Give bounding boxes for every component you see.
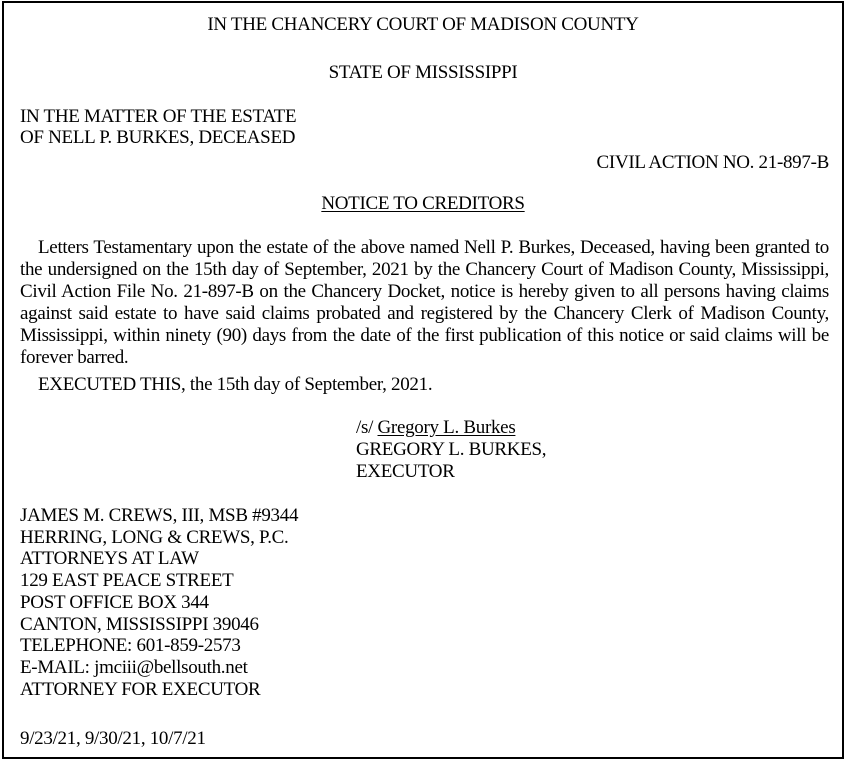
signature-line bbox=[356, 417, 515, 439]
state-name: STATE OF MISSISSIPPI bbox=[328, 62, 518, 83]
executed-line: EXECUTED THIS, the 15th day of September, 2021. bbox=[38, 374, 433, 395]
executor-title: EXECUTOR bbox=[356, 461, 455, 482]
publication-dates: 9/23/21, 9/30/21, 10/7/21 bbox=[20, 728, 206, 749]
court-name: IN THE CHANCERY COURT OF MADISON COUNTY bbox=[207, 14, 639, 35]
attorney-line: JAMES M. CREWS, III, MSB #9344 bbox=[20, 505, 299, 526]
attorney-line: ATTORNEYS AT LAW bbox=[20, 548, 199, 570]
notice-body: Letters Testamentary upon the estate of the above named Nell P. Burkes, Deceased, having been granted to the undersigned on the 15th day of September, 2021 by the Chancery Court of Madison County, Mississippi, Civil Action File No. 21-897-B on the Chancery Docket, notice is hereby given to all persons having claims against said estate to have said claims probated and registered by the Chancery Clerk of Madison County, Mississippi, within ninety (90) days from the date of the first publication of this notice or said claims will be forever barred. bbox=[20, 237, 829, 368]
civil-action-number: CIVIL ACTION NO. 21-897-B bbox=[596, 152, 829, 173]
matter-line-1: IN THE MATTER OF THE ESTATE bbox=[20, 106, 297, 127]
notice-title-text: NOTICE TO CREDITORS bbox=[321, 193, 525, 214]
attorney-line: HERRING, LONG & CREWS, P.C. bbox=[20, 526, 289, 548]
notice-title bbox=[4, 193, 842, 215]
attorney-line: POST OFFICE BOX 344 bbox=[20, 591, 209, 613]
attorney-line: E-MAIL: jmciii@bellsouth.net bbox=[20, 656, 248, 678]
signature-name: Gregory L. Burkes bbox=[377, 417, 516, 438]
legal-notice bbox=[2, 1, 844, 759]
matter-line-2: OF NELL P. BURKES, DECEASED bbox=[20, 127, 296, 148]
attorney-line: TELEPHONE: 601-859-2573 bbox=[20, 635, 241, 657]
attorney-line: ATTORNEY FOR EXECUTOR bbox=[20, 678, 261, 700]
attorney-line: 129 EAST PEACE STREET bbox=[20, 570, 234, 592]
attorney-line: CANTON, MISSISSIPPI 39046 bbox=[20, 613, 259, 635]
signature-prefix: /s/ bbox=[356, 417, 374, 438]
executor-name: GREGORY L. BURKES, bbox=[356, 439, 547, 460]
attorney-block bbox=[20, 505, 298, 700]
